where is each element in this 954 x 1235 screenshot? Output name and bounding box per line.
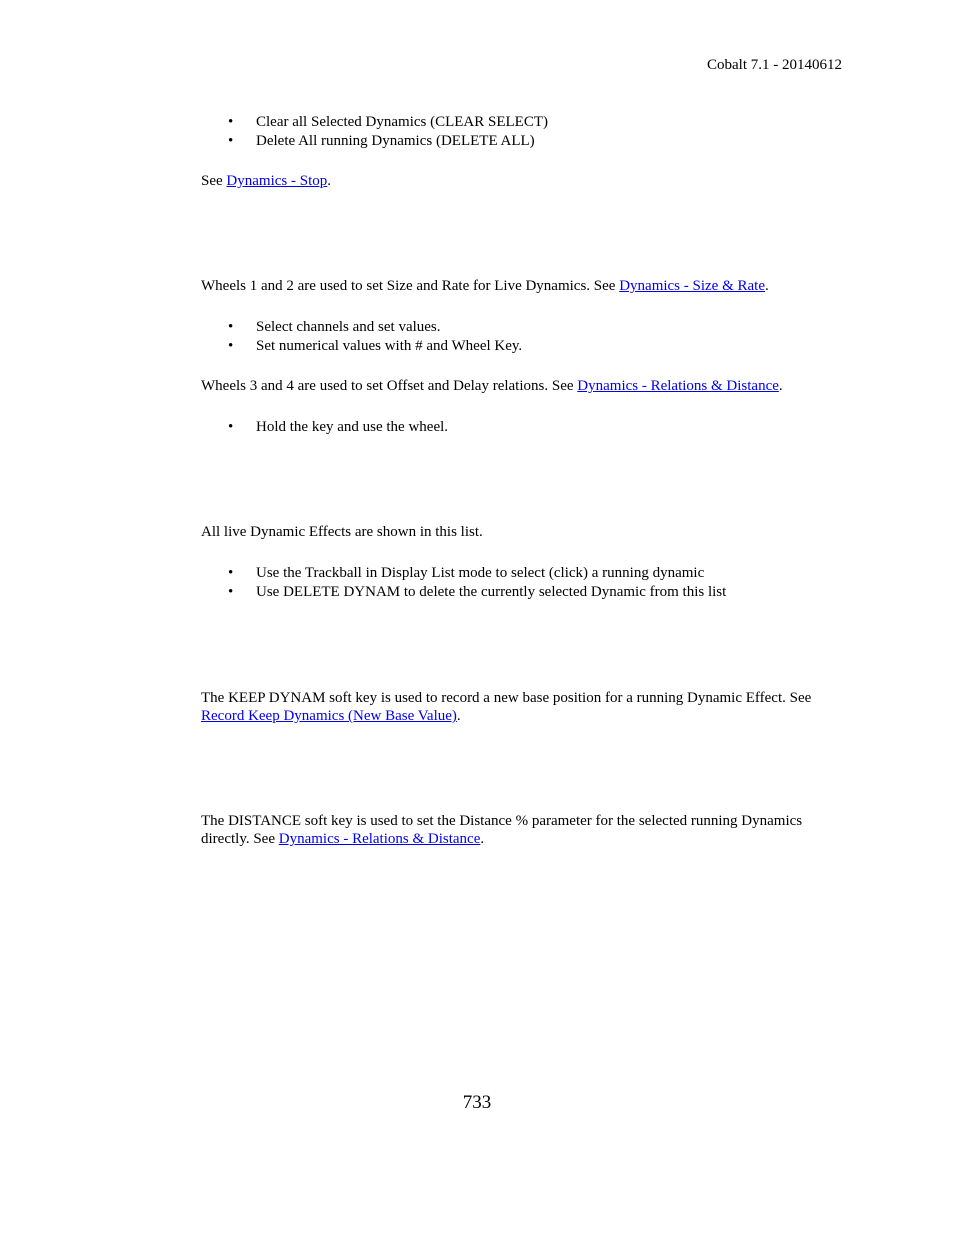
distance-paragraph-line1: The DISTANCE soft key is used to set the Distance % parameter for the selected running Dynamics bbox=[201, 813, 803, 829]
page-number: 733 bbox=[462, 1092, 492, 1113]
wheels-12-text: Wheels 1 and 2 are used to set Size and Rate for Live Dynamics. See bbox=[201, 278, 620, 294]
see-stop-paragraph bbox=[201, 172, 331, 190]
list-item: Use DELETE DYNAM to delete the currently selected Dynamic from this list bbox=[256, 584, 727, 600]
keep-dynam-paragraph-line2 bbox=[201, 707, 461, 725]
list-item: Use the Trackball in Display List mode to select (click) a running dynamic bbox=[256, 565, 705, 581]
list-item: Clear all Selected Dynamics (CLEAR SELECT) bbox=[256, 114, 549, 130]
wheels-34-paragraph bbox=[201, 377, 783, 395]
bullet-icon: • bbox=[228, 319, 234, 335]
see-prefix: See bbox=[201, 173, 227, 189]
wheels-34-text: Wheels 3 and 4 are used to set Offset and Delay relations. See bbox=[201, 378, 578, 394]
list-item: Select channels and set values. bbox=[256, 319, 441, 335]
period: . bbox=[327, 173, 331, 189]
keep-dynam-paragraph-line1: The KEEP DYNAM soft key is used to record a new base position for a running Dynamic Effect. See bbox=[201, 690, 812, 706]
list-item: Hold the key and use the wheel. bbox=[256, 419, 449, 435]
wheels-12-paragraph bbox=[201, 277, 769, 295]
period: . bbox=[480, 831, 485, 847]
bullet-icon: • bbox=[228, 584, 234, 600]
bullet-icon: • bbox=[228, 565, 234, 581]
dynamics-stop-link[interactable]: Dynamics - Stop bbox=[226, 173, 328, 189]
distance-paragraph-line2 bbox=[201, 830, 484, 848]
bullet-icon: • bbox=[228, 419, 234, 435]
dynamics-relations-distance-link[interactable]: Dynamics - Relations & Distance bbox=[577, 378, 779, 394]
bullet-icon: • bbox=[228, 338, 234, 354]
dynamics-relations-distance-link-2[interactable]: Dynamics - Relations & Distance bbox=[278, 831, 481, 847]
live-dynamics-paragraph: All live Dynamic Effects are shown in this list. bbox=[201, 524, 483, 540]
period: . bbox=[765, 278, 769, 294]
directly-see-text: directly. See bbox=[201, 831, 279, 847]
bullet-icon: • bbox=[228, 133, 234, 149]
bullet-icon: • bbox=[228, 114, 234, 130]
record-keep-dynamics-link[interactable]: Record Keep Dynamics (New Base Value) bbox=[201, 708, 457, 724]
dynamics-size-rate-link[interactable]: Dynamics - Size & Rate bbox=[619, 278, 765, 294]
document-version-header: Cobalt 7.1 - 20140612 bbox=[707, 57, 842, 73]
list-item: Delete All running Dynamics (DELETE ALL) bbox=[256, 133, 535, 149]
list-item: Set numerical values with # and Wheel Key. bbox=[256, 338, 523, 354]
period: . bbox=[778, 378, 783, 394]
period: . bbox=[456, 708, 461, 724]
